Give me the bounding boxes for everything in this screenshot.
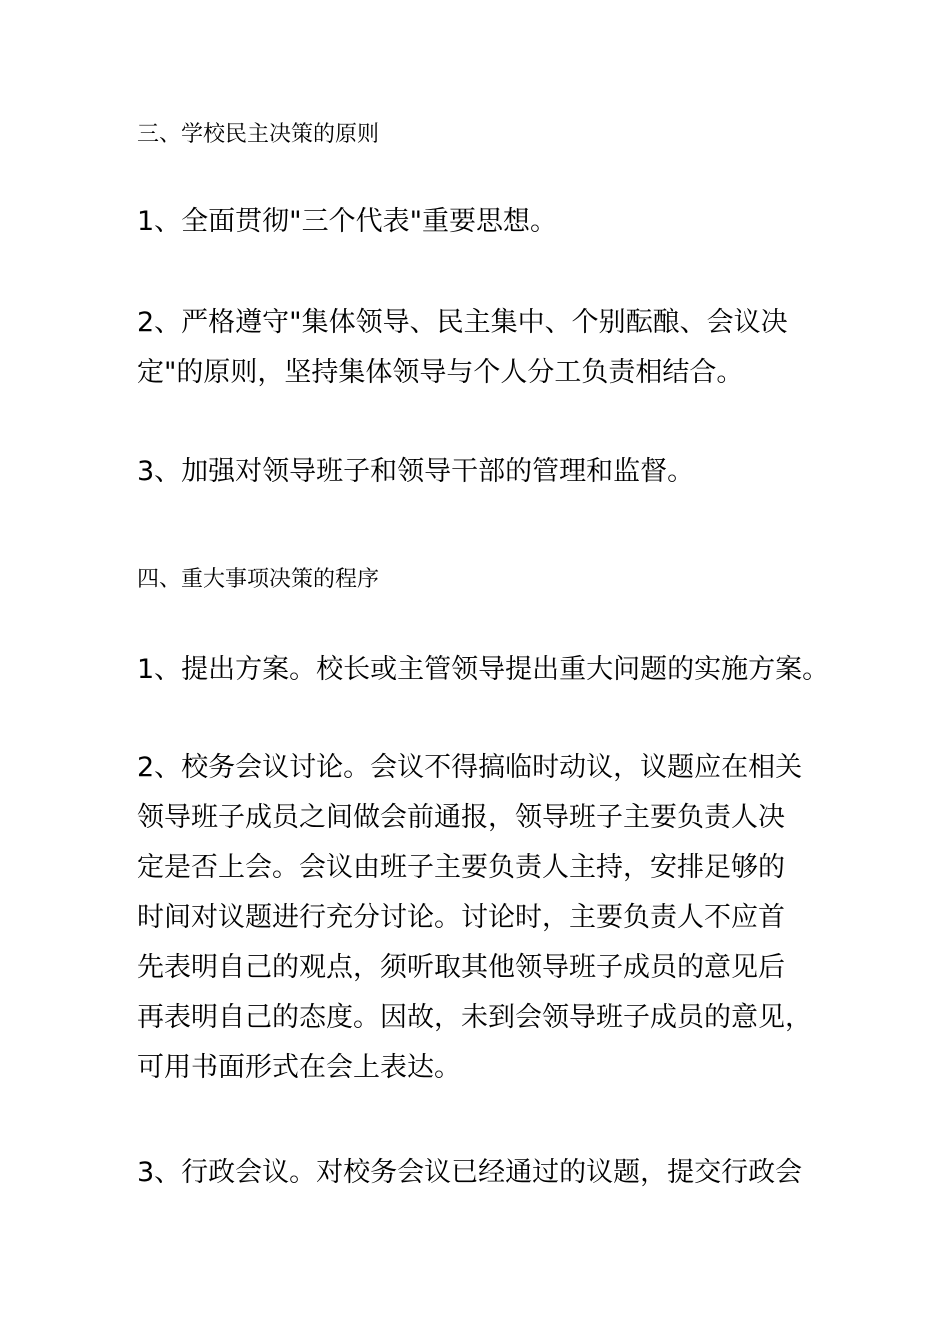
paragraph-line: 可用书面形式在会上表达。 [137, 1052, 461, 1083]
paragraph-line: 3、加强对领导班子和领导干部的管理和监督。 [137, 456, 695, 487]
paragraph-line: 2、校务会议讨论。会议不得搞临时动议，议题应在相关 [137, 752, 803, 783]
paragraph-line: 3、行政会议。对校务会议已经通过的议题，提交行政会 [137, 1157, 803, 1188]
paragraph-line: 再表明自己的态度。因故，未到会领导班子成员的意见， [137, 1002, 812, 1033]
paragraph-4-1 [137, 645, 829, 695]
paragraph-line: 定是否上会。会议由班子主要负责人主持，安排足够的 [137, 852, 785, 883]
paragraph-3-1 [137, 197, 557, 247]
paragraph-line: 2、严格遵守"集体领导、民主集中、个别酝酿、会议决 [137, 307, 788, 338]
paragraph-3-3 [137, 447, 694, 497]
paragraph-4-2 [137, 743, 812, 1093]
paragraph-line: 定"的原则，坚持集体领导与个人分工负责相结合。 [137, 357, 744, 388]
paragraph-4-3 [137, 1148, 802, 1198]
paragraph-line: 先表明自己的观点，须听取其他领导班子成员的意见后 [137, 952, 785, 983]
section-heading-4: 四、重大事项决策的程序 [137, 567, 380, 592]
paragraph-line: 时间对议题进行充分讨论。讨论时，主要负责人不应首 [137, 902, 785, 933]
paragraph-line: 领导班子成员之间做会前通报，领导班子主要负责人决 [137, 802, 785, 833]
paragraph-line: 1、全面贯彻"三个代表"重要思想。 [137, 206, 558, 237]
paragraph-line: 1、提出方案。校长或主管领导提出重大问题的实施方案。 [137, 654, 830, 685]
section-heading-3: 三、学校民主决策的原则 [137, 122, 380, 147]
paragraph-3-2 [137, 298, 788, 398]
